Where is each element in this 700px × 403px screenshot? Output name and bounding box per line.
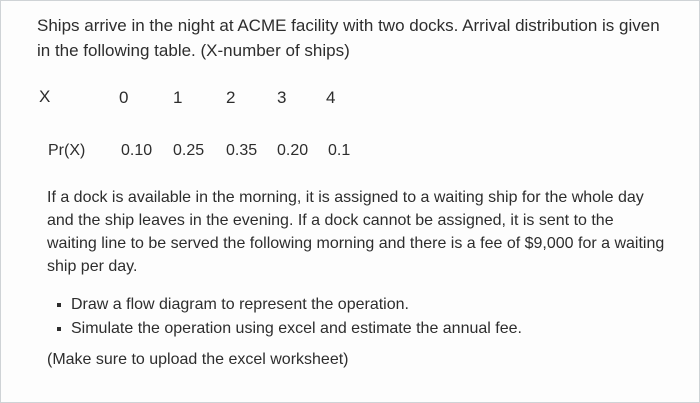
probability-value: 0.25	[173, 142, 205, 159]
task-list	[57, 293, 657, 341]
x-value: 4	[326, 88, 336, 107]
operation-description: If a dock is available in the morning, it is assigned to a waiting ship for the whole day and the ship leaves in the evening. If a dock cannot be assigned, it is sent to the waiting line to be served the following morning and there is a fee of $9,000 for a waiting ship per day.	[47, 189, 665, 275]
probability-row-label: Pr(X)	[48, 142, 86, 159]
task-list-item	[57, 317, 657, 341]
task-text: Simulate the operation using excel and estimate the annual fee.	[71, 320, 522, 337]
bullet-icon	[57, 303, 61, 307]
probability-value: 0.20	[277, 142, 309, 159]
x-row-label: X	[39, 87, 51, 106]
x-value: 1	[173, 88, 183, 107]
task-list-item	[57, 293, 657, 317]
probability-value: 0.10	[121, 142, 153, 159]
x-value: 2	[226, 88, 236, 107]
intro-text: Ships arrive in the night at ACME facility with two docks. Arrival distribution is given in the following table. (X-number of ships)	[37, 16, 660, 60]
x-value: 0	[119, 88, 129, 107]
probability-value: 0.35	[226, 142, 258, 159]
bullet-icon	[57, 327, 61, 331]
task-text: Draw a flow diagram to represent the operation.	[71, 296, 409, 313]
probability-value: 0.1	[328, 142, 351, 159]
upload-note: (Make sure to upload the excel worksheet)	[47, 351, 349, 368]
x-value: 3	[277, 88, 287, 107]
